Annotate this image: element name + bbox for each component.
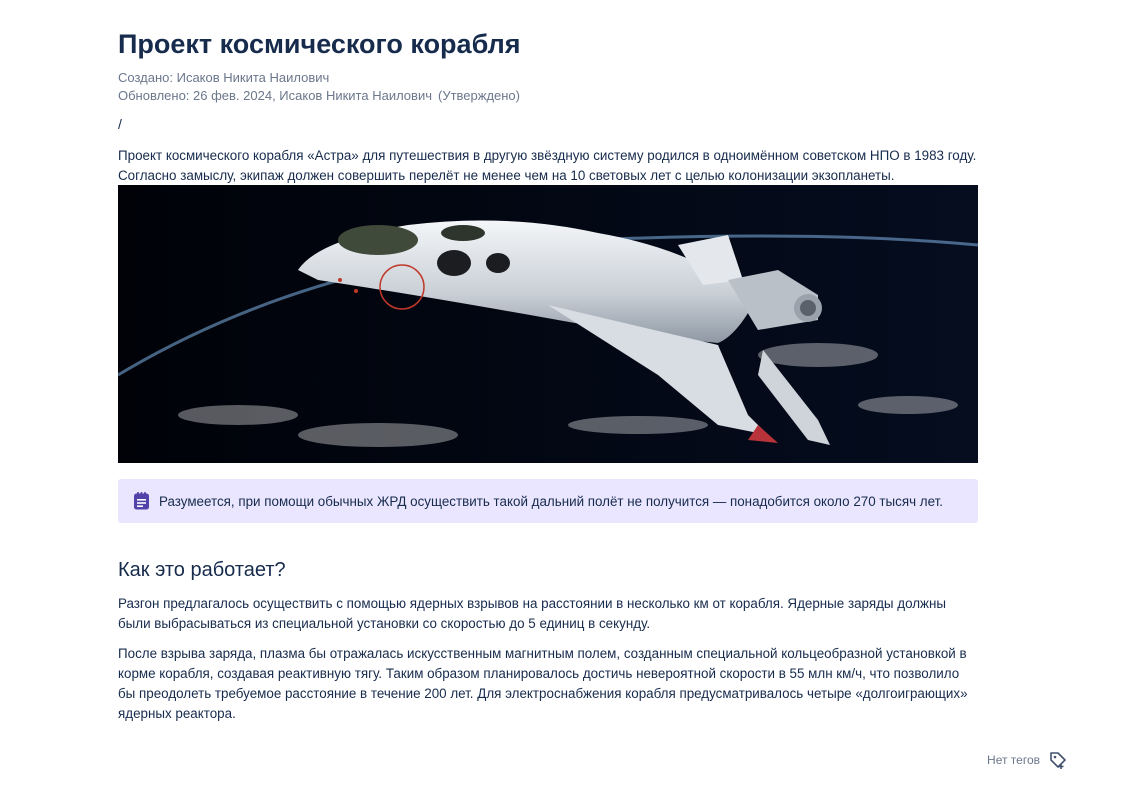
spaceship-illustration — [118, 185, 978, 463]
intro-paragraph: Проект космического корабля «Астра» для путешествия в другую звёздную систему родился в одноимённом советском НПО в 1983 году. Согласно замыслу, экипаж должен совершить перелёт не менее чем на 10 световых лет с целью колонизации экзопланеты. — [118, 148, 977, 183]
info-panel-text: Разумеется, при помощи обычных ЖРД осуществить такой дальний полёт не получится — понадобится около 270 тысяч лет. — [159, 493, 943, 509]
paragraph: Разгон предлагалось осуществить с помощью ядерных взрывов на расстоянии в несколько км от корабля. Ядерные заряды должны были выбрасываться из специальной установки со скоростью до 5 единиц в секунду. — [118, 596, 947, 631]
page-meta — [118, 69, 520, 105]
updated-text: Обновлено: 26 фев. 2024, Исаков Никита Наилович — [118, 88, 432, 103]
info-panel — [118, 479, 978, 523]
no-tags-label: Нет тегов — [987, 753, 1040, 767]
status-badge: (Утверждено) — [437, 88, 520, 103]
note-icon — [134, 492, 149, 510]
section-heading: Как это работает? — [118, 559, 286, 581]
updated-info — [118, 87, 520, 105]
paragraph: После взрыва заряда, плазма бы отражалась искусственным магнитным полем, созданным специальной кольцеобразной установкой в корме корабля, создавая реактивную тягу. Таким образом планировалось достичь невероятной скорости в 55 млн км/ч, что позволило бы преодолеть требуемое расстояние в течение 200 лет. Для электроснабжения корабля предусматривалось четыре «долгоиграющих» ядерных реактора. — [118, 646, 968, 721]
page-title: Проект космического корабля — [118, 29, 521, 59]
tags-footer — [987, 750, 1068, 770]
spaceship-image — [118, 185, 978, 463]
tag-add-icon[interactable] — [1048, 750, 1068, 770]
breadcrumb: / — [118, 116, 122, 132]
created-info: Создано: Исаков Никита Наилович — [118, 70, 330, 85]
